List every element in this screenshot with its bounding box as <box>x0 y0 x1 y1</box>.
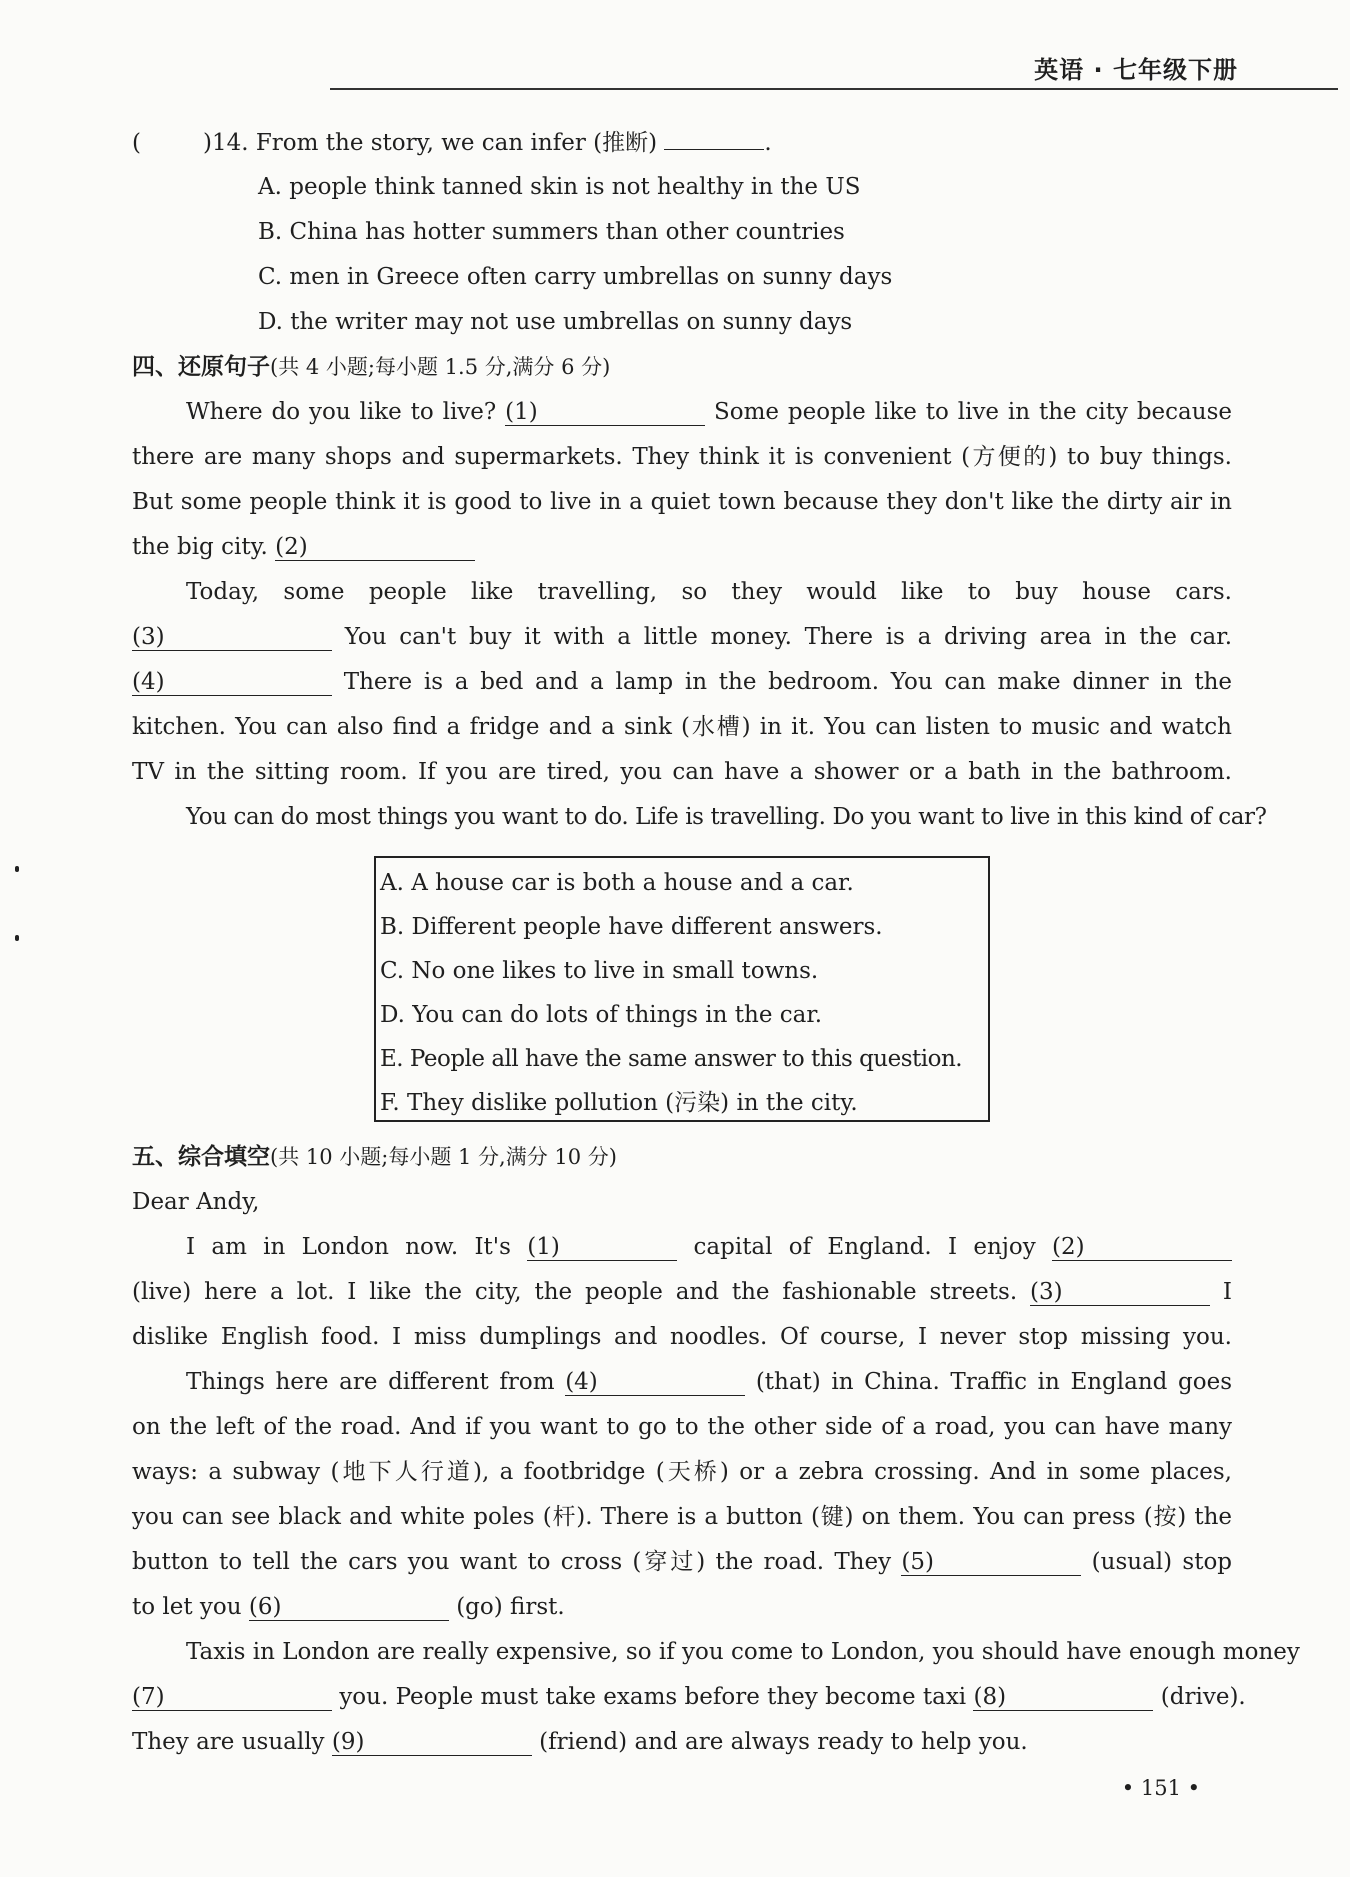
options-box <box>374 856 990 1122</box>
s4-blank-2[interactable]: (2) <box>275 534 475 561</box>
question-14: ( )14. From the story, we can infer (推断) . <box>132 130 772 156</box>
margin-mark <box>15 935 19 941</box>
page-number: • 151 • <box>1121 1776 1200 1800</box>
s4-option-d: D. You can do lots of things in the car. <box>380 1002 823 1028</box>
q14-option-b: B. China has hotter summers than other countries <box>258 219 845 245</box>
s4-option-e: E. People all have the same answer to this question. <box>380 1046 963 1072</box>
s4-line-1: Where do you like to live? (1) Some people like to live in the city because <box>186 399 1232 425</box>
s5-line-6: ways: a subway (地下人行道), a footbridge (天桥) or a zebra crossing. And in some places, <box>132 1459 1232 1485</box>
s5-line-12: They are usually (9) (friend) and are always ready to help you. <box>132 1729 1028 1755</box>
s4-option-c: C. No one likes to live in small towns. <box>380 958 819 984</box>
s5-blank-3[interactable]: (3) <box>1030 1279 1210 1306</box>
letter-greeting: Dear Andy, <box>132 1189 260 1215</box>
s5-line-1: I am in London now. It's (1) capital of England. I enjoy (2) <box>186 1232 1232 1262</box>
s5-blank-2[interactable]: (2) <box>1052 1234 1232 1261</box>
s4-blank-1[interactable]: (1) <box>505 399 705 426</box>
s5-line-3: dislike English food. I miss dumplings and noodles. Of course, I never stop missing you. <box>132 1324 1232 1350</box>
section-5-heading: 五、综合填空(共 10 小题;每小题 1 分,满分 10 分) <box>132 1144 617 1170</box>
s5-blank-8[interactable]: (8) <box>973 1684 1153 1711</box>
s4-option-b: B. Different people have different answers. <box>380 914 883 940</box>
answer-blank-14[interactable] <box>664 149 764 150</box>
s4-line-9: TV in the sitting room. If you are tired, you can have a shower or a bath in the bathroom. <box>132 759 1232 785</box>
s5-blank-4[interactable]: (4) <box>565 1369 745 1396</box>
s4-line-4: the big city. (2) <box>132 532 1232 562</box>
header-rule <box>330 88 1338 90</box>
s5-blank-1[interactable]: (1) <box>527 1234 677 1261</box>
s4-blank-4[interactable]: (4) <box>132 669 332 696</box>
s5-blank-5[interactable]: (5) <box>901 1549 1081 1576</box>
s4-line-5: Today, some people like travelling, so they would like to buy house cars. <box>186 579 1232 605</box>
margin-mark <box>15 866 19 872</box>
q14-option-d: D. the writer may not use umbrellas on sunny days <box>258 309 853 335</box>
s4-option-f: F. They dislike pollution (污染) in the city. <box>380 1090 858 1116</box>
s5-blank-7[interactable]: (7) <box>132 1684 332 1711</box>
s5-line-9: to let you (6) (go) first. <box>132 1594 565 1620</box>
s5-line-4: Things here are different from (4) (that) in China. Traffic in England goes <box>186 1369 1232 1395</box>
s5-line-5: on the left of the road. And if you want to go to the other side of a road, you can have many <box>132 1414 1232 1440</box>
s4-line-2: there are many shops and supermarkets. They think it is convenient (方便的) to buy things. <box>132 444 1232 470</box>
s5-line-7: you can see black and white poles (杆). There is a button (键) on them. You can press (按) the <box>132 1504 1232 1530</box>
section-4-heading: 四、还原句子(共 4 小题;每小题 1.5 分,满分 6 分) <box>132 354 611 380</box>
header-title: 英语 · 七年级下册 <box>1034 56 1238 84</box>
s4-blank-3[interactable]: (3) <box>132 624 332 651</box>
s5-line-8: button to tell the cars you want to cross (穿过) the road. They (5) (usual) stop <box>132 1549 1233 1575</box>
s4-line-10: You can do most things you want to do. Life is travelling. Do you want to live in this kind of car? <box>186 804 1267 830</box>
s4-line-6: (3) You can't buy it with a little money. There is a driving area in the car. <box>132 624 1233 650</box>
q14-option-a: A. people think tanned skin is not healthy in the US <box>258 174 861 200</box>
s4-line-3: But some people think it is good to live in a quiet town because they don't like the dirty air in <box>132 489 1232 515</box>
s5-blank-6[interactable]: (6) <box>249 1594 449 1621</box>
s4-option-a: A. A house car is both a house and a car. <box>380 870 854 896</box>
s4-line-7: (4) There is a bed and a lamp in the bedroom. You can make dinner in the <box>132 669 1232 695</box>
s4-line-8: kitchen. You can also find a fridge and a sink (水槽) in it. You can listen to music and watch <box>132 714 1232 740</box>
q14-option-c: C. men in Greece often carry umbrellas on sunny days <box>258 264 893 290</box>
s5-blank-9[interactable]: (9) <box>332 1729 532 1756</box>
s5-line-11: (7) you. People must take exams before they become taxi (8) (drive). <box>132 1684 1246 1710</box>
s5-line-10: Taxis in London are really expensive, so if you come to London, you should have enough money <box>186 1639 1300 1665</box>
s5-line-2: (live) here a lot. I like the city, the people and the fashionable streets. (3) I <box>132 1279 1232 1305</box>
